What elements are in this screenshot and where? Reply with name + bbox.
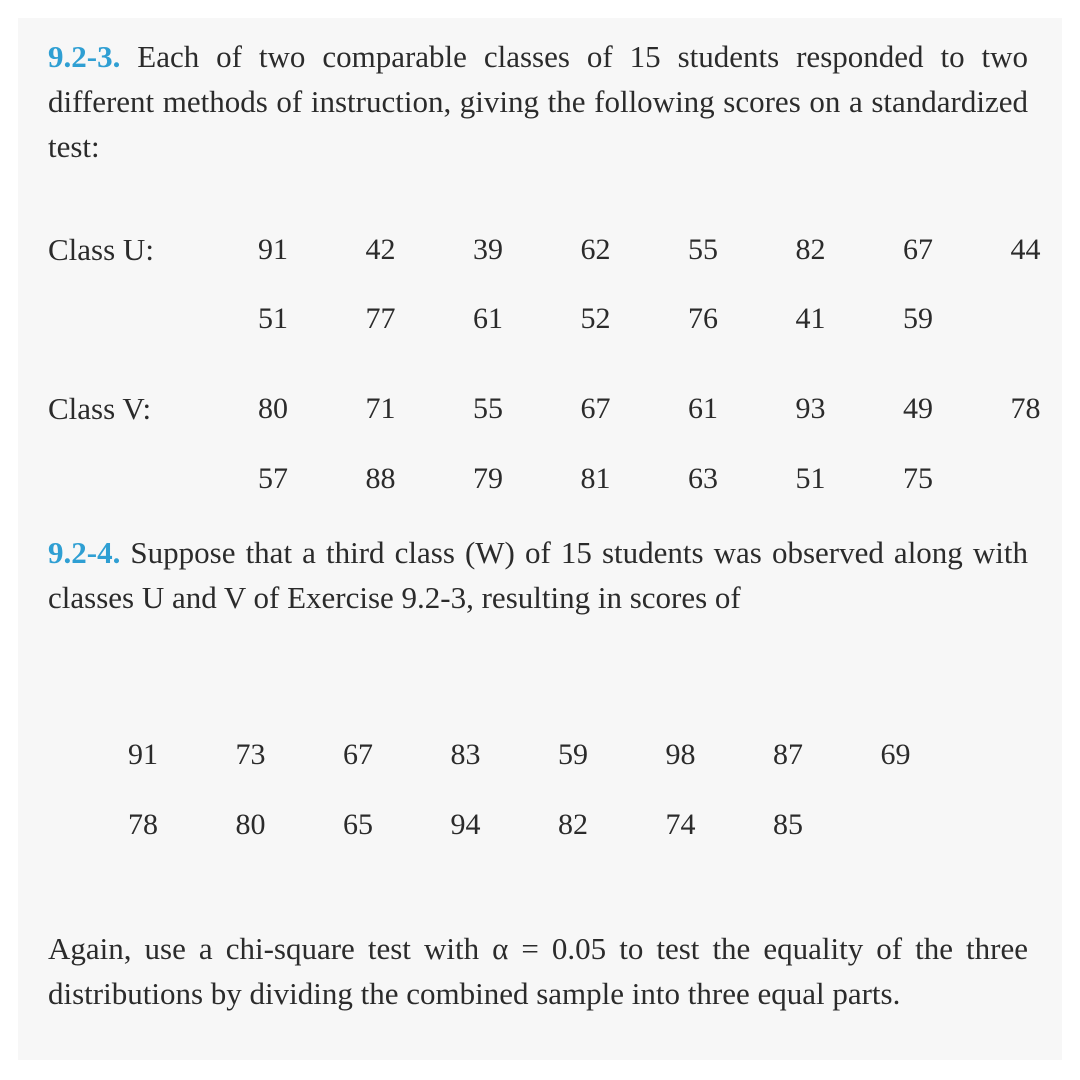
- class-v-label: Class V:: [48, 391, 152, 426]
- exercise-text: Each of two comparable classes of 15 students responded to two different methods of instruction, giving the following scores on a standardized test:: [48, 39, 1028, 164]
- score-cell: 91: [128, 738, 158, 771]
- score-cell: 74: [665, 808, 696, 841]
- score-cell: 67: [903, 233, 933, 266]
- score-cell: 52: [580, 302, 611, 335]
- score-cell: 87: [773, 738, 803, 771]
- score-cell: 42: [365, 233, 396, 266]
- score-cell: 83: [450, 738, 481, 771]
- score-cell: 75: [903, 462, 933, 495]
- score-cell: 63: [688, 462, 718, 495]
- score-cell: 82: [795, 233, 826, 266]
- score-cell: 41: [795, 302, 826, 335]
- class-u-label: Class U:: [48, 232, 154, 267]
- score-cell: 67: [343, 738, 373, 771]
- score-cell: 61: [473, 302, 503, 335]
- score-cell: 80: [258, 392, 288, 425]
- score-cell: 81: [580, 462, 611, 495]
- score-cell: 85: [773, 808, 803, 841]
- score-cell: 93: [795, 392, 826, 425]
- score-cell: 49: [903, 392, 933, 425]
- exercise-number: 9.2-3.: [48, 39, 121, 74]
- score-cell: 55: [688, 233, 718, 266]
- score-cell: 69: [880, 738, 911, 771]
- score-cell: 62: [580, 233, 611, 266]
- score-cell: 80: [235, 808, 266, 841]
- closing-instruction: Again, use a chi-square test with α = 0.05 to test the equality of the three distributions by dividing the combined sample into three equal parts.: [48, 931, 1028, 1011]
- score-cell: 59: [903, 302, 933, 335]
- score-cell: 91: [258, 233, 288, 266]
- exercise-text: Suppose that a third class (W) of 15 students was observed along with classes U and V of Exercise 9.2-3, resulting in scores of: [48, 535, 1029, 615]
- score-cell: 44: [1010, 233, 1041, 266]
- score-cell: 98: [665, 738, 696, 771]
- score-cell: 88: [365, 462, 396, 495]
- score-cell: 65: [343, 808, 373, 841]
- score-cell: 39: [473, 233, 503, 266]
- score-cell: 61: [688, 392, 718, 425]
- score-cell: 78: [128, 808, 158, 841]
- exercise-number: 9.2-4.: [48, 535, 121, 570]
- score-cell: 55: [473, 392, 503, 425]
- score-cell: 76: [688, 302, 718, 335]
- score-cell: 78: [1010, 392, 1041, 425]
- score-cell: 77: [365, 302, 396, 335]
- exercise-9-2-3-paragraph: [48, 34, 1028, 169]
- score-cell: 57: [258, 462, 288, 495]
- score-cell: 94: [450, 808, 481, 841]
- score-cell: 73: [235, 738, 266, 771]
- score-cell: 67: [580, 392, 611, 425]
- score-cell: 51: [258, 302, 288, 335]
- score-cell: 79: [473, 462, 503, 495]
- score-cell: 51: [795, 462, 826, 495]
- score-cell: 82: [558, 808, 588, 841]
- exercise-9-2-4-paragraph: [48, 530, 1028, 620]
- score-cell: 59: [558, 738, 588, 771]
- score-cell: 71: [365, 392, 396, 425]
